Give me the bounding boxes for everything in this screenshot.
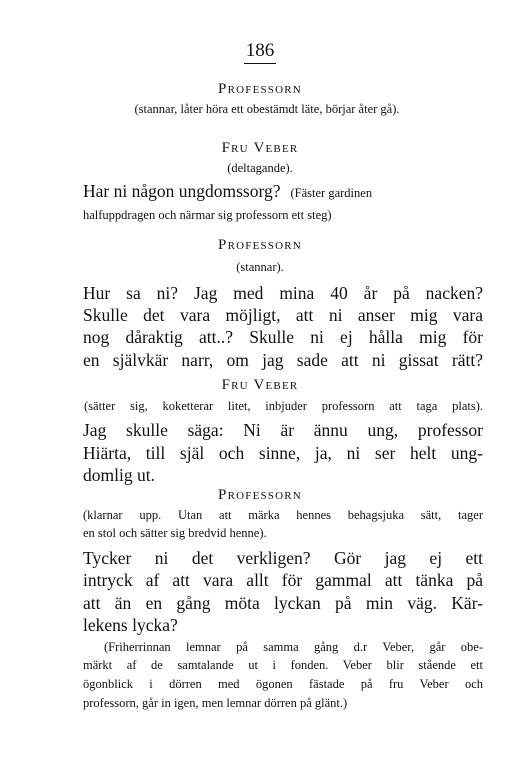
dialogue-line: lekens lycka? (83, 615, 178, 635)
dialogue-line: Tycker ni det verkligen? Gör jag ej ett (83, 548, 483, 568)
dialogue-line: Har ni någon ungdomssorg? (Fäster gardinen (83, 181, 373, 201)
dialogue-line: en självkär narr, om jag sade att ni gissat rätt? (83, 350, 483, 370)
speaker-heading: Professorn (218, 81, 302, 97)
dialogue-line: Skulle det vara möjligt, att ni anser mig vara (83, 305, 483, 325)
dialogue-line: Hur sa ni? Jag med mina 40 år på nacken? (83, 283, 483, 303)
stage-direction: (sätter sig, koketterar litet, inbjuder professorn att taga plats). (84, 399, 483, 413)
speaker-heading: Fru Veber (221, 140, 299, 156)
dialogue-line: intryck af att vara allt för gammal att tänka på (83, 570, 483, 590)
stage-direction: (stannar). (236, 260, 284, 274)
dialogue-line: nog dåraktig att..? Skulle ni ej hålla mig för (83, 327, 483, 347)
stage-direction: märkt af de samtalande ut i fonden. Veber blir stående ett (83, 658, 483, 672)
stage-direction: (Friherrinnan lemnar på samma gång d.r Veber, går obe- (104, 640, 483, 654)
stage-direction: halfuppdragen och närmar sig professorn ett steg) (83, 208, 332, 222)
stage-direction: (deltagande). (227, 161, 293, 175)
stage-direction: (stannar, låter höra ett obestämdt läte, börjar åter gå). (134, 102, 400, 116)
stage-direction: ögonblick i dörren med ögonen fästade på fru Veber och (83, 677, 483, 691)
speaker-heading: Fru Veber (221, 377, 299, 393)
dialogue-line: att än en gång möta lyckan på min väg. Kär- (83, 593, 483, 613)
dialogue-line: domlig ut. (83, 465, 155, 485)
stage-direction: en stol och sätter sig bredvid henne). (83, 526, 267, 540)
stage-direction: (klarnar upp. Utan att märka hennes behagsjuka sätt, tager (83, 508, 483, 522)
stage-direction: professorn, går in igen, men lemnar dörren på glänt.) (83, 696, 348, 710)
speaker-heading: Professorn (218, 487, 302, 503)
speaker-heading: Professorn (218, 237, 302, 253)
dialogue-line: Jag skulle säga: Ni är ännu ung, professor (83, 420, 483, 440)
page-number: 186 (0, 40, 520, 64)
dialogue-line: Hiärta, till själ och sinne, ja, ni ser helt ung- (83, 443, 483, 463)
